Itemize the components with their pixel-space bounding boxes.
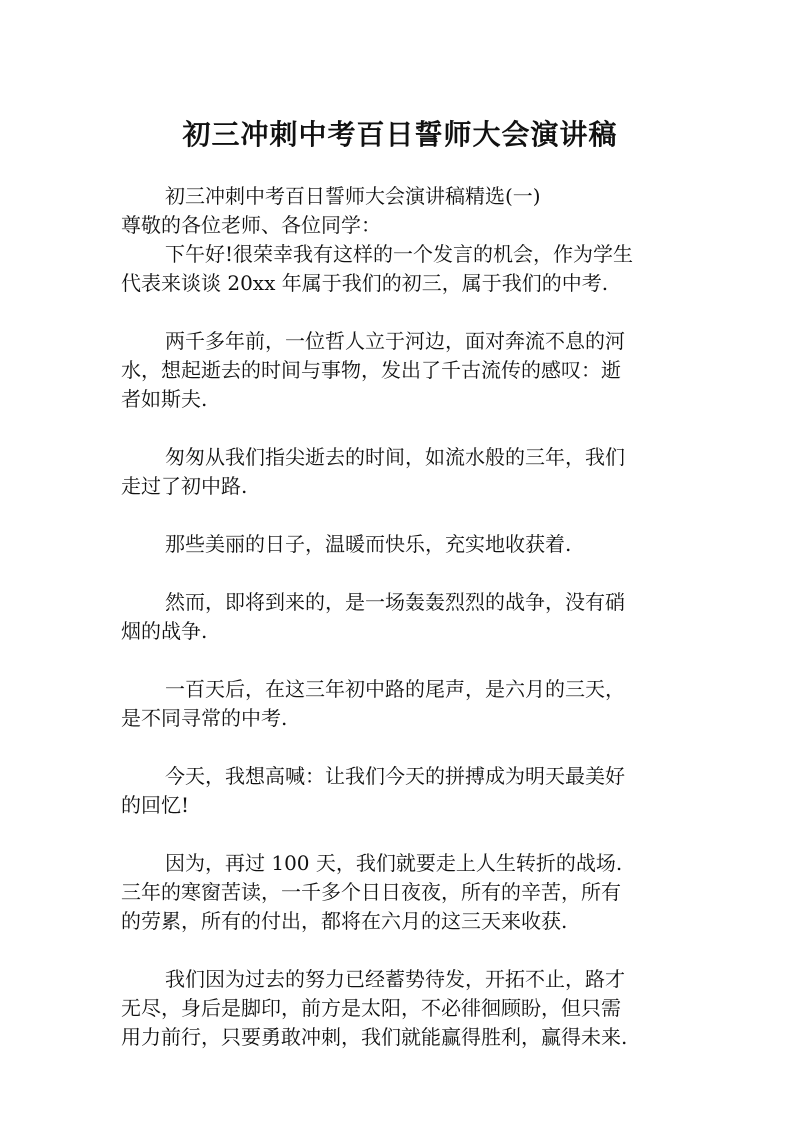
paragraph-gap [121, 646, 669, 675]
paragraph-line: 匆匆从我们指尖逝去的时间，如流水般的三年，我们 [165, 445, 625, 469]
paragraph-gap [121, 298, 669, 327]
page-title: 初三冲刺中考百日誓师大会演讲稿 [182, 118, 618, 151]
paragraph-line: 今天，我想高喊：让我们今天的拼搏成为明天最美好 [165, 764, 625, 788]
paragraph-line: 者如斯夫. [121, 387, 208, 411]
paragraph-line: 是不同寻常的中考. [121, 706, 288, 730]
paragraph-gap [121, 414, 669, 443]
salutation-line: 尊敬的各位老师、各位同学： [121, 213, 381, 237]
paragraph-line: 走过了初中路. [121, 474, 248, 498]
paragraph-line: 用力前行，只要勇敢冲刺，我们就能赢得胜利，赢得未来. [121, 1025, 628, 1049]
paragraph-line: 那些美丽的日子，温暖而快乐，充实地收获着. [165, 532, 572, 556]
paragraph-line: 烟的战争. [121, 619, 208, 643]
paragraph-gap [121, 820, 669, 849]
paragraph-line: 因为，再过 100 天，我们就要走上人生转折的战场. [165, 851, 623, 875]
paragraph-line: 两千多年前，一位哲人立于河边，面对奔流不息的河 [165, 329, 625, 353]
paragraph-line: 的回忆! [121, 793, 190, 817]
paragraph-gap [121, 733, 669, 762]
paragraph-line: 一百天后，在这三年初中路的尾声，是六月的三天， [165, 677, 625, 701]
paragraph-line: 下午好!很荣幸我有这样的一个发言的机会，作为学生 [165, 242, 634, 266]
paragraph-gap [121, 936, 669, 965]
document-body [121, 182, 669, 1052]
paragraph-line: 的劳累，所有的付出，都将在六月的这三天来收获. [121, 909, 568, 933]
paragraph-gap [121, 501, 669, 530]
paragraph-line: 然而，即将到来的，是一场轰轰烈烈的战争，没有硝 [165, 590, 625, 614]
paragraph-line: 水，想起逝去的时间与事物，发出了千古流传的感叹：逝 [121, 358, 621, 382]
paragraph-gap [121, 559, 669, 588]
subtitle-line: 初三冲刺中考百日誓师大会演讲稿精选(一) [165, 184, 541, 208]
paragraph-line: 我们因为过去的努力已经蓄势待发，开拓不止，路才 [165, 967, 625, 991]
paragraph-line: 代表来谈谈 20xx 年属于我们的初三，属于我们的中考. [121, 271, 609, 295]
paragraph-line: 三年的寒窗苦读，一千多个日日夜夜，所有的辛苦，所有 [121, 880, 621, 904]
paragraph-line: 无尽，身后是脚印，前方是太阳，不必徘徊顾盼，但只需 [121, 996, 621, 1020]
